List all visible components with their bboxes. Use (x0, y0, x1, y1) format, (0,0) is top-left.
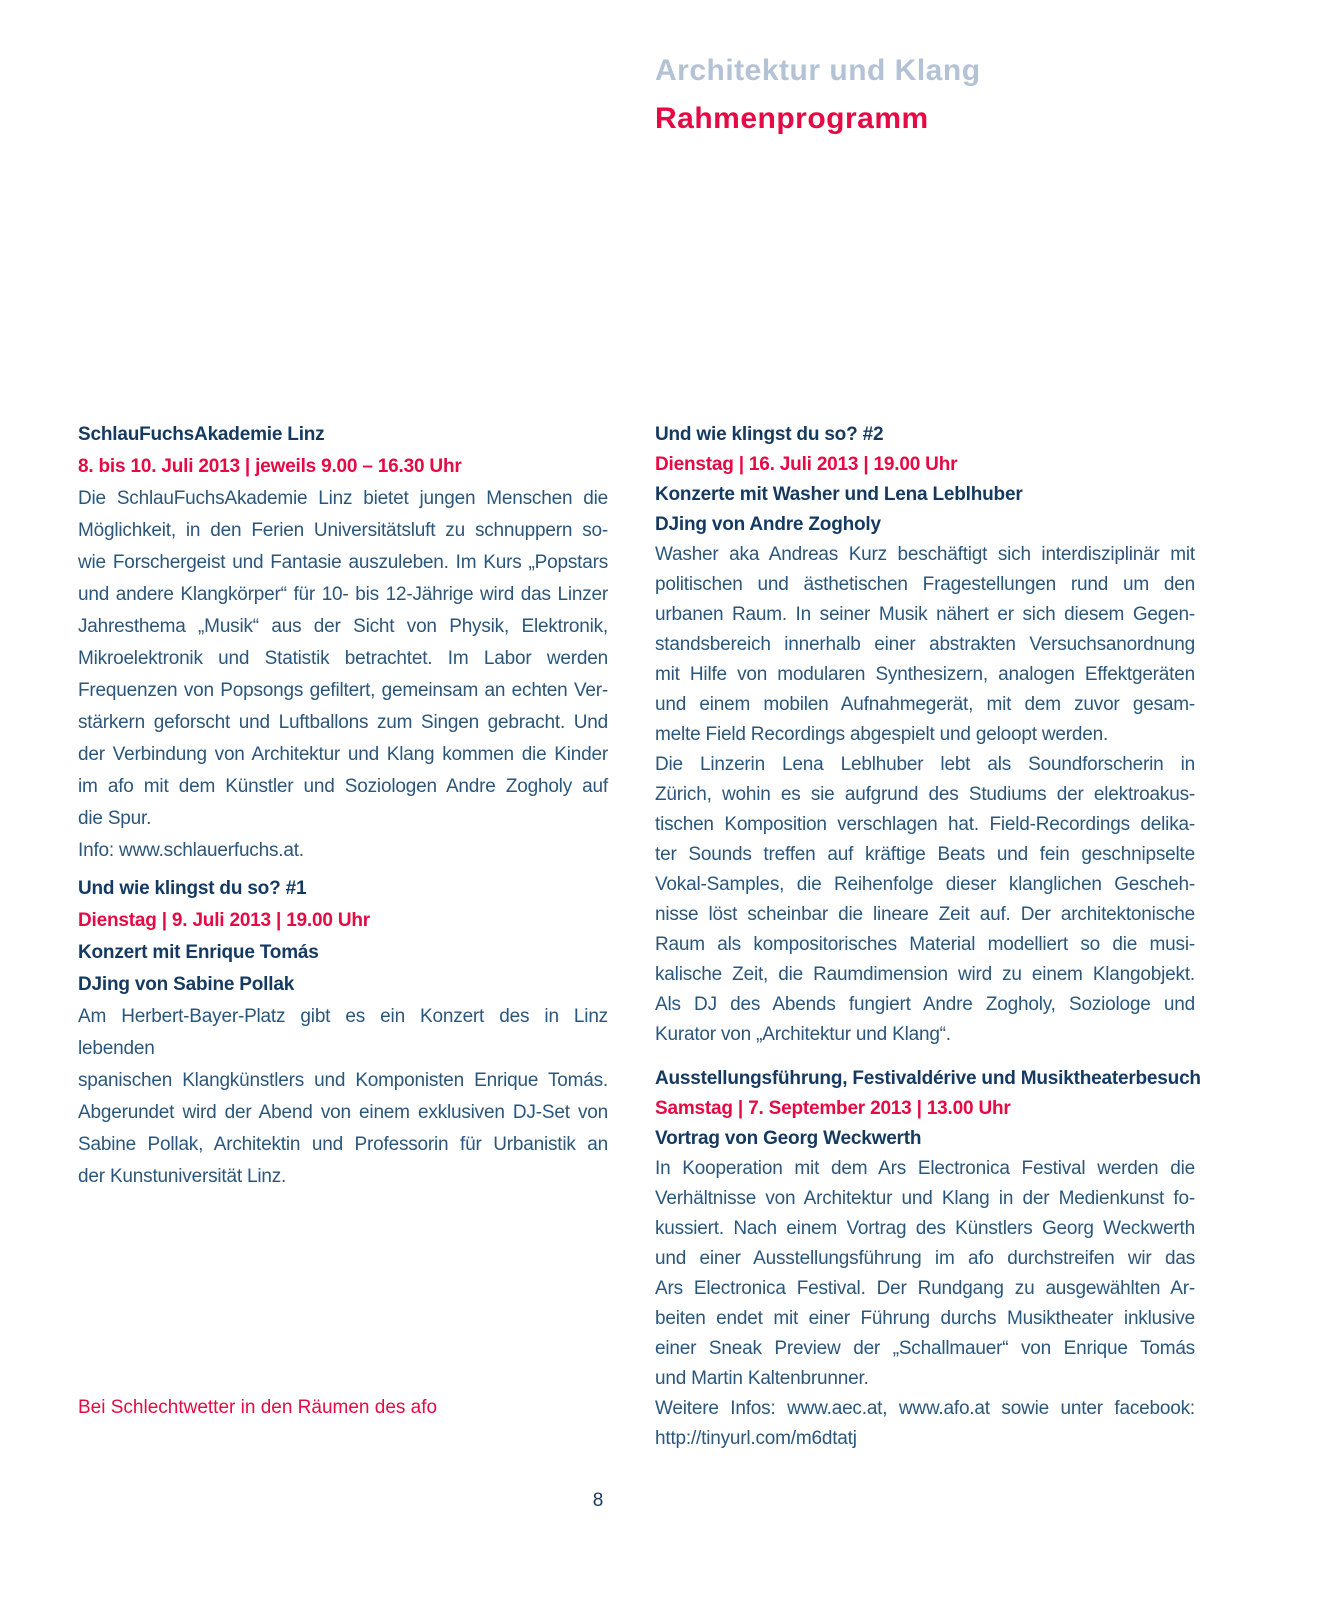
paragraph-line: http://tinyurl.com/m6dtatj (655, 1428, 857, 1449)
section-heading: Und wie klingst du so? #2 (655, 424, 884, 445)
paragraph-line: In Kooperation mit dem Ars Electronica Festival werden die (655, 1158, 1195, 1179)
paragraph (655, 540, 1195, 750)
paragraph-line: kalische Zeit, die Raumdimension wird zu einem Klangobjekt. (655, 964, 1195, 985)
event-subheading: Vortrag von Georg Weckwerth (655, 1128, 922, 1149)
paragraph-line: Frequenzen von Popsongs gefiltert, gemeinsam an echten Ver- (78, 680, 608, 701)
paragraph-line: Vokal-Samples, die Reihenfolge dieser klanglichen Gescheh- (655, 874, 1195, 895)
section-heading: SchlauFuchsAkademie Linz (78, 424, 325, 445)
event-date-line: Samstag | 7. September 2013 | 13.00 Uhr (655, 1098, 1011, 1119)
paragraph (655, 1394, 1195, 1454)
paragraph-line: Die SchlauFuchsAkademie Linz bietet jungen Menschen die (78, 488, 608, 509)
paragraph (655, 1154, 1195, 1394)
event-date-line: Dienstag | 9. Juli 2013 | 19.00 Uhr (78, 910, 370, 931)
weather-note: Bei Schlechtwetter in den Räumen des afo (78, 1397, 438, 1418)
paragraph-line: Als DJ des Abends fungiert Andre Zogholy, Soziologe und (655, 994, 1195, 1015)
paragraph-line: Jahresthema „Musik“ aus der Sicht von Physik, Elektronik, (78, 616, 608, 637)
event-subheading: DJing von Andre Zogholy (655, 514, 881, 535)
paragraph-line: beiten endet mit einer Führung durchs Musiktheater inklusive (655, 1308, 1195, 1329)
event-subheading: DJing von Sabine Pollak (78, 974, 295, 995)
paragraph-line: und andere Klangkörper“ für 10- bis 12-Jährige wird das Linzer (78, 584, 608, 605)
paragraph-line: wie Forschergeist und Fantasie auszuleben. Im Kurs „Popstars (78, 552, 608, 573)
page-number: 8 (592, 1490, 604, 1511)
paragraph (78, 483, 608, 835)
page-header-subtitle: Rahmenprogramm (655, 102, 929, 135)
paragraph-line: Kurator von „Architektur und Klang“. (655, 1024, 951, 1045)
paragraph-line: und einer Ausstellungsführung im afo durchstreifen wir das (655, 1248, 1195, 1269)
paragraph-line: Sabine Pollak, Architektin und Professorin für Urbanistik an (78, 1134, 608, 1155)
paragraph (78, 1001, 608, 1193)
page-header-title: Architektur und Klang (655, 54, 981, 87)
paragraph-line: nisse löst scheinbar die lineare Zeit auf. Der architektonische (655, 904, 1195, 925)
paragraph-line: Mikroelektronik und Statistik betrachtet. Im Labor werden (78, 648, 608, 669)
event-subheading: Konzert mit Enrique Tomás (78, 942, 319, 963)
paragraph-line: melte Field Recordings abgespielt und geloopt werden. (655, 724, 1109, 745)
paragraph-line: im afo mit dem Künstler und Soziologen Andre Zogholy auf (78, 776, 608, 797)
paragraph-line: Die Linzerin Lena Leblhuber lebt als Soundforscherin in (655, 754, 1195, 775)
paragraph-line: Washer aka Andreas Kurz beschäftigt sich interdisziplinär mit (655, 544, 1195, 565)
paragraph-line: kussiert. Nach einem Vortrag des Künstlers Georg Weckwerth (655, 1218, 1195, 1239)
paragraph-line: standsbereich innerhalb einer abstrakten Versuchsanordnung (655, 634, 1195, 655)
paragraph-line: Raum als kompositorisches Material modelliert so die musi- (655, 934, 1195, 955)
paragraph (655, 750, 1195, 1050)
program-section (78, 419, 608, 867)
paragraph-line: und einem mobilen Aufnahmegerät, mit dem zuvor gesam- (655, 694, 1195, 715)
paragraph-line: stärkern geforscht und Luftballons zum Singen gebracht. Und (78, 712, 608, 733)
paragraph-line: Verhältnisse von Architektur und Klang in der Medienkunst fo- (655, 1188, 1195, 1209)
paragraph-line: Möglichkeit, in den Ferien Universitätsluft zu schnuppern so- (78, 520, 608, 541)
paragraph-line: Am Herbert-Bayer-Platz gibt es ein Konzert des in Linz lebenden (78, 1006, 608, 1059)
program-section (655, 1064, 1201, 1454)
paragraph-line: politischen und ästhetischen Fragestellungen rund um den (655, 574, 1195, 595)
paragraph-line: tischen Komposition verschlagen hat. Field-Recordings delika- (655, 814, 1195, 835)
paragraph-line: der Verbindung von Architektur und Klang kommen die Kinder (78, 744, 608, 765)
paragraph-line: Ars Electronica Festival. Der Rundgang zu ausgewählten Ar- (655, 1278, 1195, 1299)
paragraph-line: die Spur. (78, 808, 152, 829)
right-column (655, 420, 1201, 1454)
paragraph-line: Abgerundet wird der Abend von einem exklusiven DJ-Set von (78, 1102, 608, 1123)
paragraph-line: Zürich, wohin es sie aufgrund des Studiums der elektroakus- (655, 784, 1195, 805)
paragraph-line: und Martin Kaltenbrunner. (655, 1368, 869, 1389)
paragraph-line: einer Sneak Preview der „Schallmauer“ von Enrique Tomás (655, 1338, 1195, 1359)
paragraph-line: spanischen Klangkünstlers und Komponisten Enrique Tomás. (78, 1070, 608, 1091)
event-date-line: Dienstag | 16. Juli 2013 | 19.00 Uhr (655, 454, 958, 475)
paragraph-line: der Kunstuniversität Linz. (78, 1166, 287, 1187)
left-column (78, 419, 608, 1193)
event-date-line: 8. bis 10. Juli 2013 | jeweils 9.00 – 16.30 Uhr (78, 456, 462, 477)
section-heading: Ausstellungsführung, Festivaldérive und Musiktheaterbesuch (655, 1068, 1201, 1089)
paragraph-line: mit Hilfe von modularen Synthesizern, analogen Effektgeräten (655, 664, 1195, 685)
section-heading: Und wie klingst du so? #1 (78, 878, 307, 899)
paragraph (78, 835, 608, 867)
program-section (78, 873, 608, 1193)
paragraph-line: ter Sounds treffen auf kräftige Beats und fein geschnipselte (655, 844, 1195, 865)
event-subheading: Konzerte mit Washer und Lena Leblhuber (655, 484, 1023, 505)
paragraph-line: urbanen Raum. In seiner Musik nähert er sich diesem Gegen- (655, 604, 1195, 625)
paragraph-line: Weitere Infos: www.aec.at, www.afo.at sowie unter facebook: (655, 1398, 1195, 1419)
paragraph-line: Info: www.schlauerfuchs.at. (78, 840, 304, 861)
program-section (655, 420, 1195, 1050)
